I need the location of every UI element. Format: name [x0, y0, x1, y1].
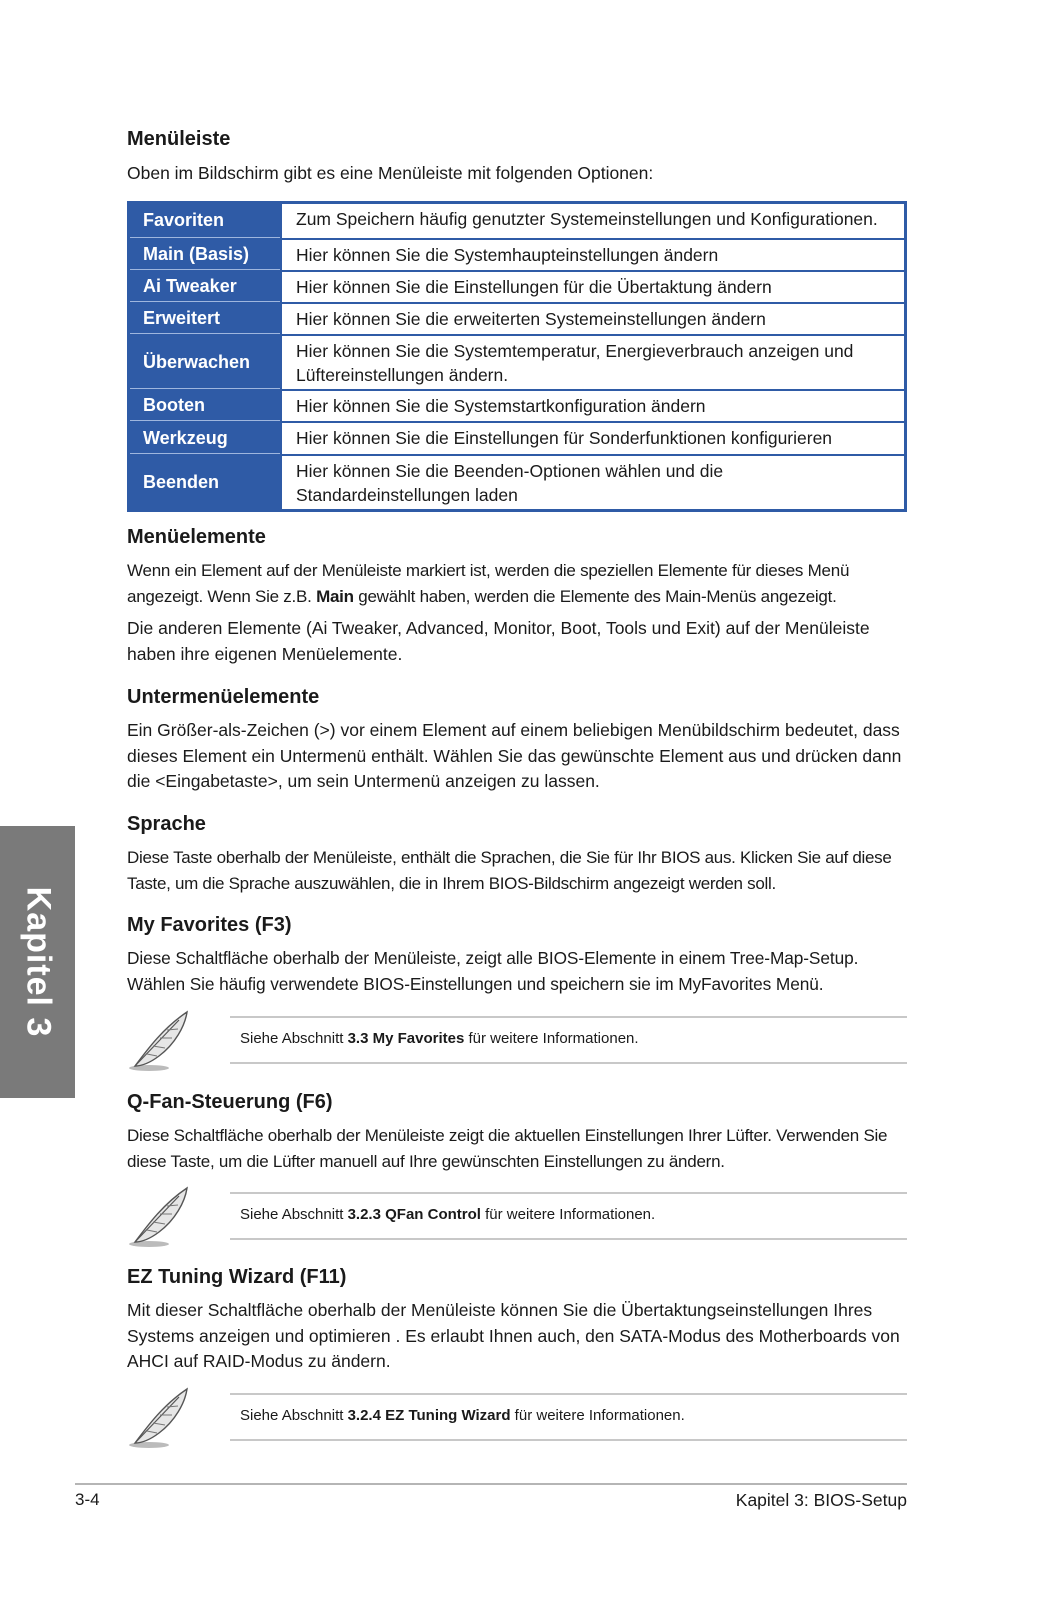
pen-note-icon — [127, 1186, 197, 1250]
menu-table-desc: Zum Speichern häufig genutzter Systemeinstellungen und Konfigurationen. — [280, 204, 904, 238]
text-menuelemente-1-bold: Main — [316, 586, 354, 606]
section-favorites — [127, 913, 907, 997]
menu-table-desc: Hier können Sie die Systemstartkonfiguration ändern — [280, 391, 904, 421]
heading-qfan: Q-Fan-Steuerung (F6) — [127, 1091, 333, 1113]
text-menuelemente-2: Die anderen Elemente (Ai Tweaker, Advanced, Monitor, Boot, Tools und Exit) auf der Menüleiste haben ihre eigenen Menüelemente. — [127, 618, 870, 664]
note-qfan — [127, 1186, 907, 1246]
note-bar — [230, 1393, 907, 1441]
menu-table-key: Beenden — [130, 456, 280, 509]
note-ez — [127, 1387, 907, 1447]
section-ez — [127, 1265, 907, 1375]
footer-chapter: Kapitel 3: BIOS-Setup — [735, 1490, 907, 1510]
note-favorites-link: 3.3 My Favorites — [347, 1030, 465, 1047]
note-ez-link: 3.2.4 EZ Tuning Wizard — [347, 1407, 511, 1424]
menu-table-desc: Hier können Sie die Beenden-Optionen wählen und die Standardeinstellungen laden — [280, 456, 904, 509]
footer-divider — [75, 1483, 907, 1485]
pen-note-icon — [127, 1387, 197, 1451]
menu-table-row — [130, 238, 904, 270]
text-sprache: Diese Taste oberhalb der Menüleiste, enthält die Sprachen, die Sie für Ihr BIOS aus. Klicken Sie auf diese Taste, um die Sprache auszuwählen, die in Ihrem BIOS-Bildschirm angezeigt werden soll. — [127, 848, 892, 893]
menu-table-key: Ai Tweaker — [130, 272, 280, 302]
section-menuelemente — [127, 525, 907, 667]
text-untermenue: Ein Größer-als-Zeichen (>) vor einem Element auf einem beliebigen Menübildschirm bedeutet, dass dieses Element ein Untermenü enthält. Wählen Sie das gewünschte Element aus und drücken dann die <Eingabetaste>, um sein Untermenü anzeigen zu lassen. — [127, 720, 902, 791]
note-favorites-text — [240, 1030, 639, 1047]
note-favorites-text-b: für weitere Informationen. — [464, 1030, 639, 1047]
text-menuleiste: Oben im Bildschirm gibt es eine Menüleiste mit folgenden Optionen: — [127, 163, 654, 183]
section-untermenue — [127, 685, 907, 795]
pen-note-icon — [127, 1010, 197, 1074]
heading-favorites: My Favorites (F3) — [127, 914, 292, 936]
section-menuleiste — [127, 127, 907, 187]
menu-table-key: Überwachen — [130, 336, 280, 389]
heading-menuleiste: Menüleiste — [127, 128, 231, 150]
footer-page-number: 3-4 — [75, 1490, 100, 1509]
note-favorites-text-a: Siehe Abschnitt — [240, 1030, 348, 1047]
note-bar — [230, 1192, 907, 1240]
note-ez-text-a: Siehe Abschnitt — [240, 1407, 348, 1424]
menu-table-row — [130, 270, 904, 302]
menu-table-key: Booten — [130, 391, 280, 421]
menu-table-row — [130, 204, 904, 238]
menu-table-row — [130, 421, 904, 454]
heading-ez: EZ Tuning Wizard (F11) — [127, 1266, 347, 1288]
note-ez-text-b: für weitere Informationen. — [510, 1407, 685, 1424]
menu-bar-table — [127, 201, 907, 512]
note-bar — [230, 1016, 907, 1064]
text-favorites: Diese Schaltfläche oberhalb der Menüleiste, zeigt alle BIOS-Elemente in einem Tree-Map-Setup. Wählen Sie häufig verwendete BIOS-Einstellungen und speichern sie im MyFavorites Menü. — [127, 948, 859, 994]
menu-table-desc: Hier können Sie die Einstellungen für Sonderfunktionen konfigurieren — [280, 423, 904, 454]
section-qfan — [127, 1090, 907, 1174]
menu-table-desc: Hier können Sie die Einstellungen für die Übertaktung ändern — [280, 272, 904, 302]
chapter-side-tab — [0, 826, 75, 1098]
menu-table-row — [130, 454, 904, 509]
chapter-side-tab-label: Kapitel 3 — [19, 886, 57, 1038]
menu-table-row — [130, 334, 904, 389]
text-menuelemente-1-b: gewählt haben, werden die Elemente des Main-Menüs angezeigt. — [353, 586, 837, 606]
note-qfan-text — [240, 1206, 655, 1223]
note-qfan-text-b: für weitere Informationen. — [480, 1206, 656, 1223]
menu-table-desc: Hier können Sie die erweiterten Systemeinstellungen ändern — [280, 304, 904, 334]
menu-table-key: Werkzeug — [130, 423, 280, 454]
heading-menuelemente: Menüelemente — [127, 526, 266, 548]
note-favorites — [127, 1010, 907, 1070]
note-ez-text — [240, 1407, 685, 1424]
menu-table-row — [130, 302, 904, 334]
note-qfan-text-a: Siehe Abschnitt — [240, 1206, 348, 1223]
heading-sprache: Sprache — [127, 813, 206, 835]
menu-table-row — [130, 389, 904, 421]
heading-untermenue: Untermenüelemente — [127, 686, 320, 708]
text-qfan: Diese Schaltfläche oberhalb der Menüleiste zeigt die aktuellen Einstellungen Ihrer Lüfter. Verwenden Sie diese Taste, um die Lüfter manuell auf Ihre gewünschten Einstellungen zu ändern. — [127, 1126, 888, 1171]
section-sprache — [127, 812, 907, 896]
note-qfan-link: 3.2.3 QFan Control — [347, 1206, 481, 1223]
menu-table-key: Favoriten — [130, 204, 280, 238]
text-ez: Mit dieser Schaltfläche oberhalb der Menüleiste können Sie die Übertaktungseinstellungen Ihres Systems anzeigen und optimieren . Es erlaubt Ihnen auch, den SATA-Modus des Motherboards von AHCI auf RAID-Modus zu ändern. — [127, 1300, 900, 1371]
text-menuelemente-1-a: Wenn ein Element auf der Menüleiste markiert ist, werden die speziellen Elemente für dieses Menü angezeigt. Wenn Sie z.B. — [127, 561, 850, 606]
menu-table-desc: Hier können Sie die Systemhaupteinstellungen ändern — [280, 240, 904, 270]
text-menuelemente-1 — [127, 558, 907, 609]
menu-table-key: Erweitert — [130, 304, 280, 334]
menu-table-key: Main (Basis) — [130, 240, 280, 270]
menu-table-desc: Hier können Sie die Systemtemperatur, Energieverbrauch anzeigen und Lüftereinstellungen ändern. — [280, 336, 904, 389]
